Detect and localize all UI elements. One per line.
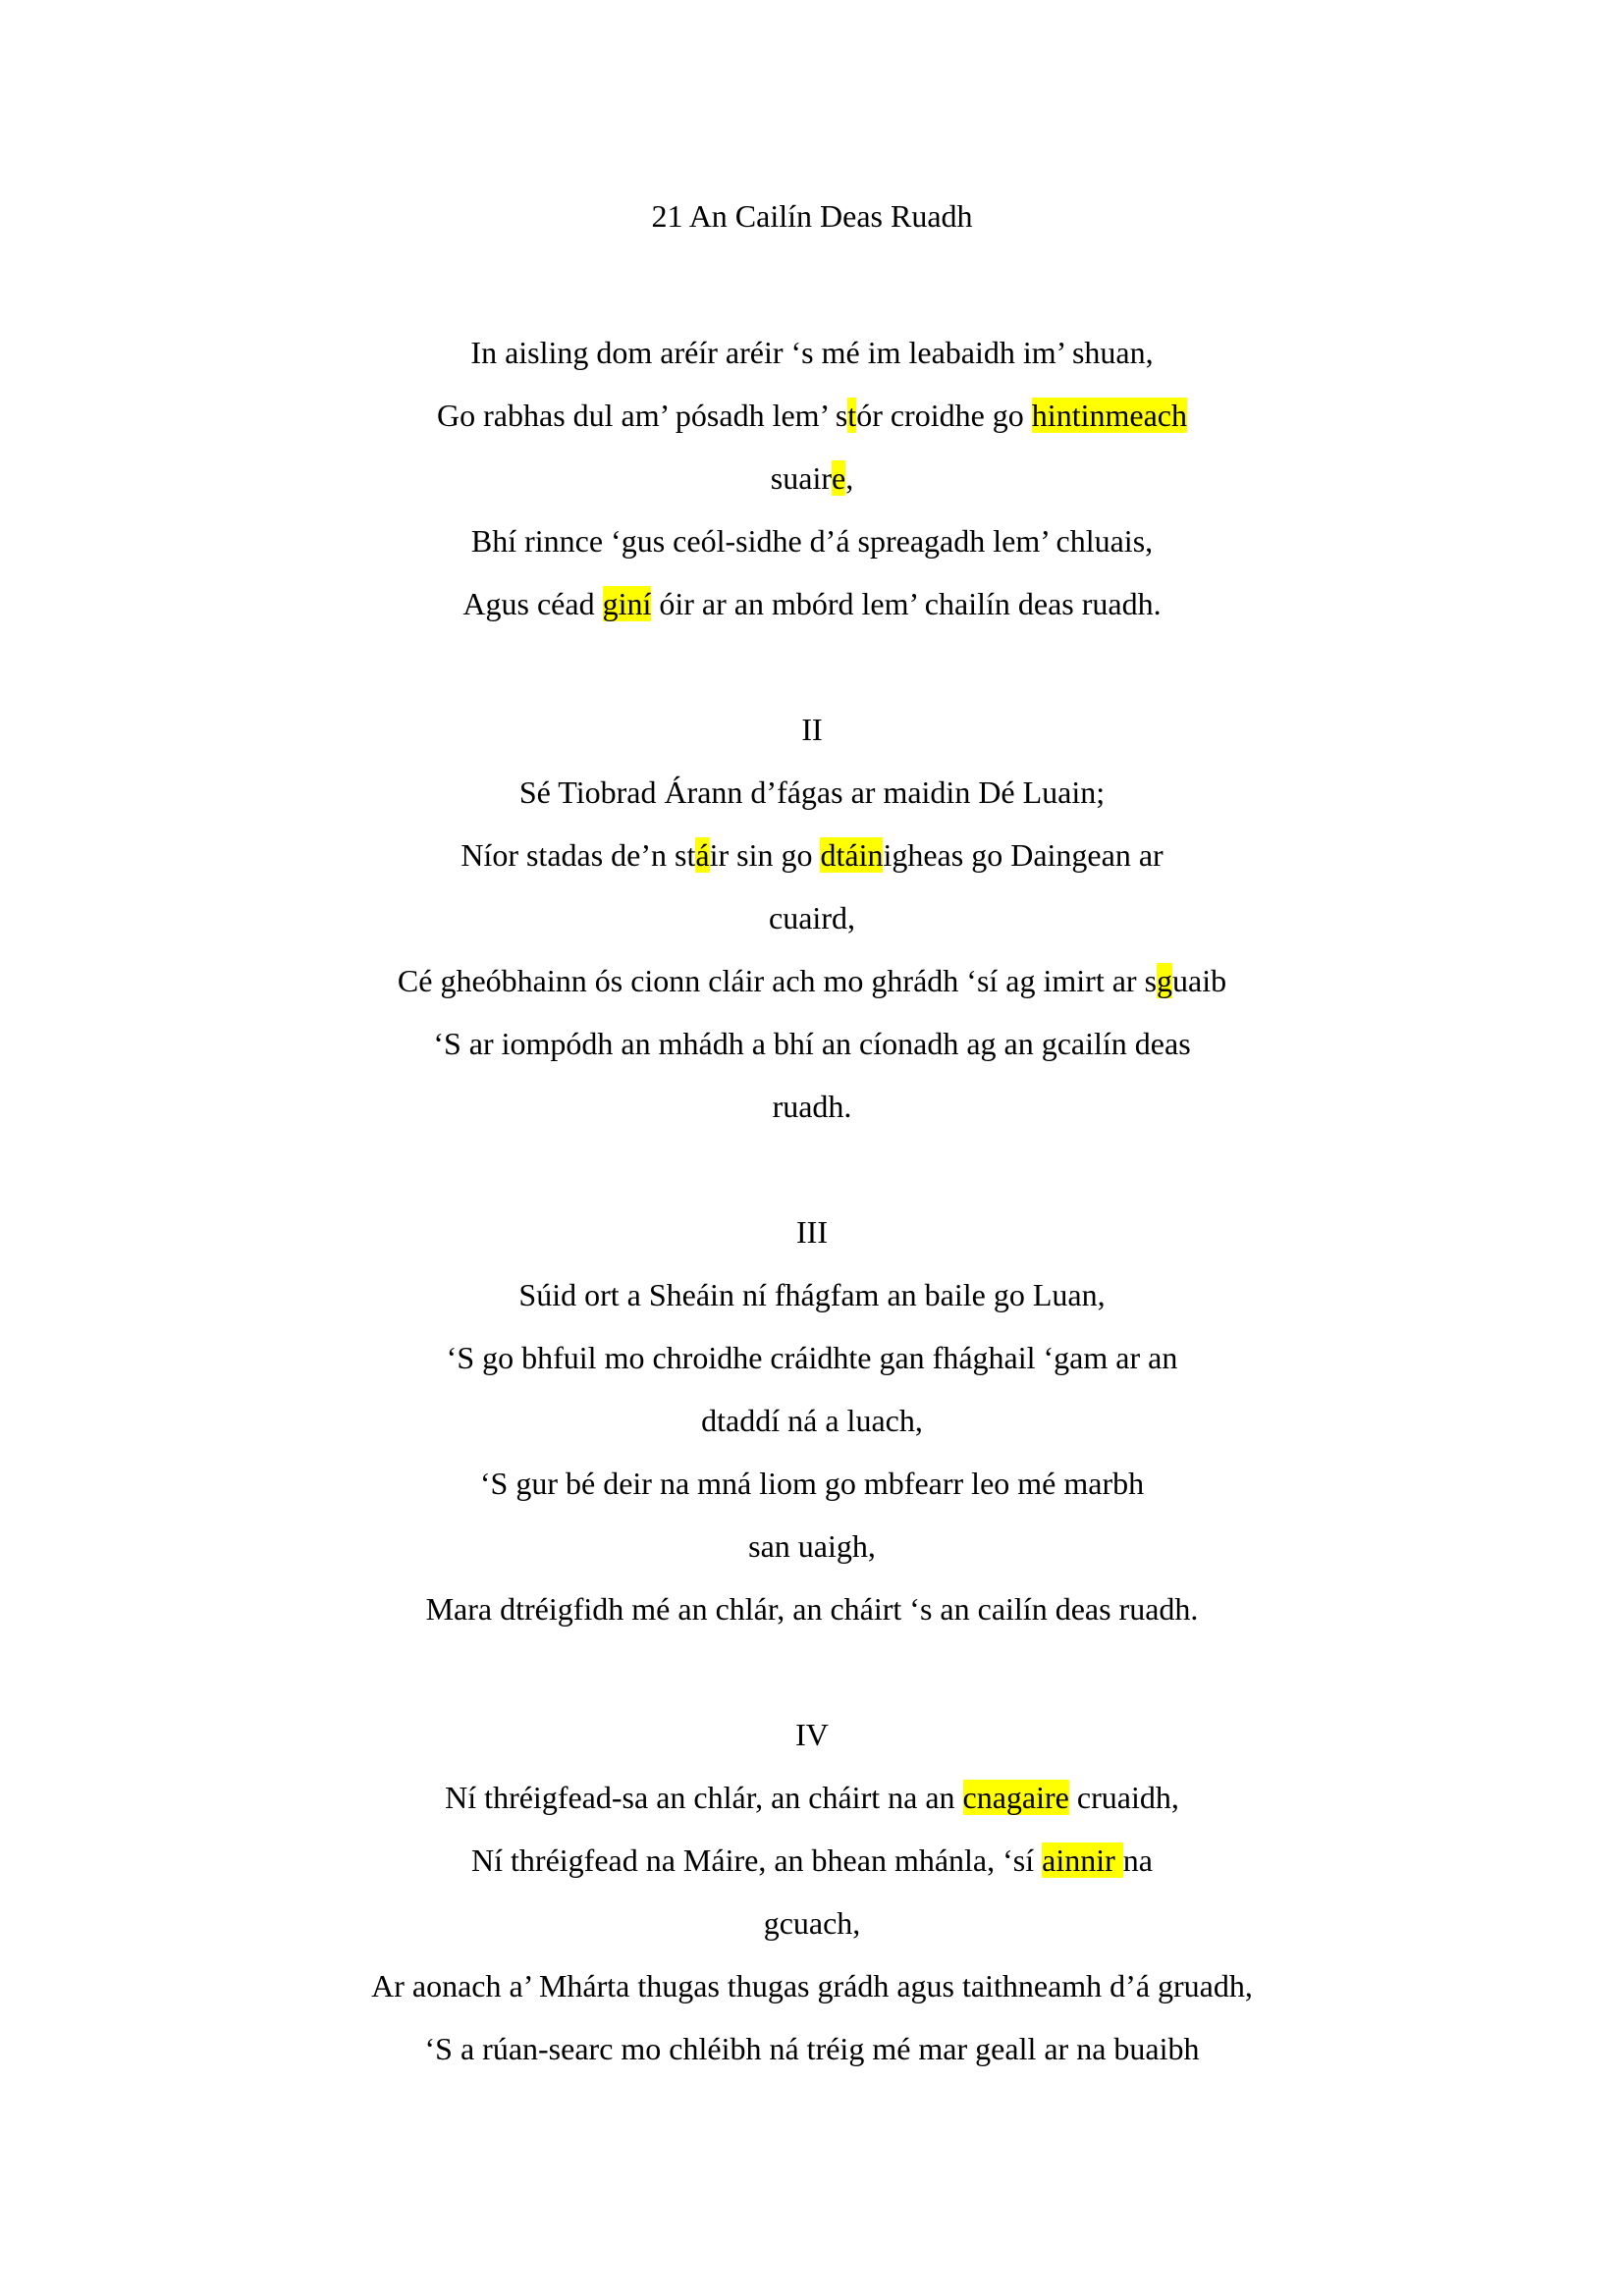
highlighted-text: dtáin [820,837,884,873]
line-text: san uaigh, [748,1528,876,1564]
line-text: ir sin go [709,837,821,873]
line-text: igheas go Daingean ar [883,837,1164,873]
poem-line [0,321,1624,384]
line-text: óir ar an mbórd lem’ chailín deas ruadh. [651,586,1162,621]
line-text: Níor stadas de’n st [460,837,696,873]
poem-line [0,1452,1624,1515]
highlighted-text: giní [602,586,652,621]
poem-line [0,1829,1624,1892]
poem-line [0,1326,1624,1389]
poem-line [0,886,1624,949]
poem-line [0,509,1624,572]
line-text: In aisling dom aréír aréir ‘s mé im leabaidh im’ shuan, [470,335,1154,370]
line-text: cruaidh, [1068,1780,1179,1815]
line-text: Súid ort a Sheáin ní fhágfam an baile go Luan, [518,1277,1106,1312]
highlighted-text: ainnir [1042,1842,1123,1878]
line-text: Cé gheóbhainn ós cionn cláir ach mo ghrádh ‘sí ag imirt ar s [397,963,1158,998]
poem-line [0,761,1624,824]
highlighted-text: hintinmeach [1031,398,1187,433]
poem-line [0,1012,1624,1075]
line-text: Mara dtréigfidh mé an chlár, an cháirt ‘s an cailín deas ruadh. [425,1591,1199,1627]
line-text: Agus céad [462,586,603,621]
line-text: ‘S ar iompódh an mhádh a bhí an cíonadh ag an gcailín deas [433,1026,1191,1061]
poem-body [0,321,1624,2080]
line-text: Ní thréigfead na Máire, an bhean mhánla, ‘sí [471,1842,1043,1878]
line-text: ‘S gur bé deir na mná liom go mbfearr leo mé marbh [479,1466,1145,1501]
poem-line [0,1577,1624,1640]
highlighted-text: á [695,837,710,873]
poem-line [0,824,1624,886]
line-text: ‘S a rúan-searc mo chléibh ná tréig mé mar geall ar na buaibh [424,2031,1200,2066]
highlighted-text: e [832,460,846,496]
line-text: Ar aonach a’ Mhárta thugas thugas grádh agus taithneamh d’á gruadh, [371,1968,1253,2003]
stanza-gap [0,635,1624,698]
poem-line [0,1075,1624,1138]
line-text: Bhí rinnce ‘gus ceól-sidhe d’á spreagadh lem’ chluais, [470,523,1154,559]
poem-title: 21 An Cailín Deas Ruadh [651,198,973,234]
poem-line [0,949,1624,1012]
line-text: dtaddí ná a luach, [701,1403,923,1438]
line-text: Sé Tiobrad Árann d’fágas ar maidin Dé Luain; [518,774,1106,810]
poem-line [0,1892,1624,1954]
stanza-gap [0,1640,1624,1703]
poem-line [0,1389,1624,1452]
stanza-heading: II [801,712,823,747]
line-text: uaib [1172,963,1227,998]
poem-line [0,572,1624,635]
line-text: na [1122,1842,1153,1878]
line-text: suair [770,460,832,496]
line-text: Ní thréigfead-sa an chlár, an cháirt na an [445,1780,963,1815]
line-text: Go rabhas dul am’ pósadh lem’ s [437,398,848,433]
stanza-heading: III [796,1214,828,1250]
poem-line [0,384,1624,447]
poem-line [0,1263,1624,1326]
highlighted-text: cnagaire [962,1780,1069,1815]
stanza-gap [0,1138,1624,1201]
line-text: , [845,460,854,496]
line-text: ruadh. [772,1089,852,1124]
poem-line [0,2017,1624,2080]
highlighted-text: t [847,398,857,433]
poem-line [0,447,1624,509]
poem-line [0,1954,1624,2017]
line-text: gcuach, [763,1905,861,1941]
stanza-heading: IV [795,1717,829,1752]
poem-line [0,1766,1624,1829]
highlighted-text: g [1157,963,1173,998]
line-text: cuaird, [769,900,855,935]
line-text: ‘S go bhfuil mo chroidhe cráidhte gan fhághail ‘gam ar an [446,1340,1178,1375]
poem-line [0,1515,1624,1577]
line-text: ór croidhe go [856,398,1032,433]
